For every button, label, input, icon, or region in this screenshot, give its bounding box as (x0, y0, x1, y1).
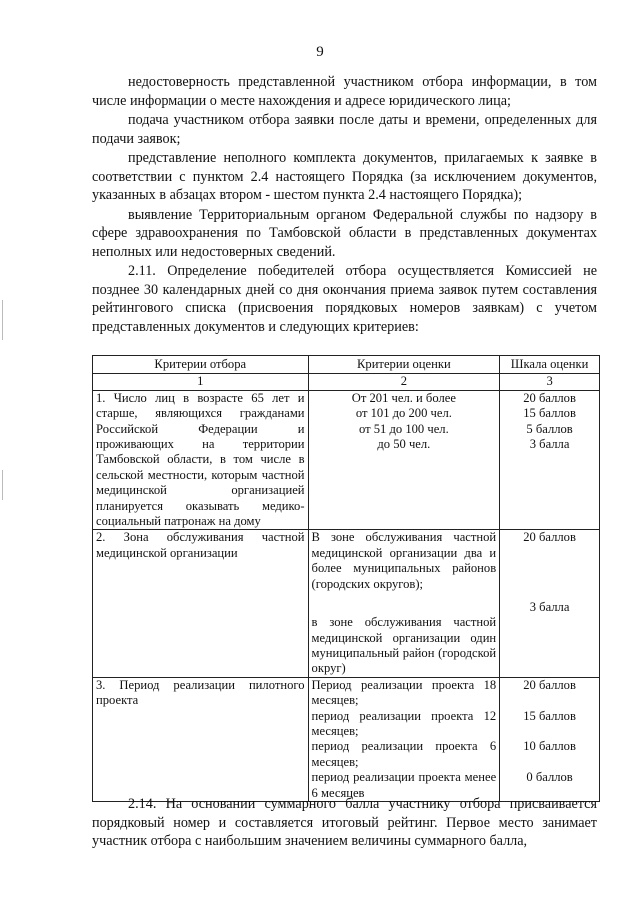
table-row (93, 390, 600, 530)
score-cell (500, 390, 600, 530)
evaluation-line: до 50 чел. (377, 437, 431, 452)
paragraph: недостоверность представленной участником отбора информации, в том числе информации о месте нахождения и адресе юридического лица; (92, 74, 597, 109)
evaluation-line: В зоне обслуживания частной медицинской организации два и более муниципальных районов (городских округов); (311, 530, 497, 591)
paragraph: 2.14. На основании суммарного балла участнику отбора присваивается порядковый номер и составляется итоговый рейтинг. Первое место занимает участник отбора с наибольшим значением величины суммарного балла, (92, 796, 597, 849)
evaluation-line: от 51 до 100 чел. (358, 421, 449, 436)
body-text (92, 73, 597, 336)
paragraph: представление неполного комплекта документов, прилагаемых к заявке в соответствии с пунктом 2.4 настоящего Порядка (за исключением документов, указанных в абзацах втором - шестом пункта 2.4 настоящего Порядка); (92, 150, 597, 203)
evaluation-line: от 101 до 200 чел. (355, 406, 452, 421)
criterion-cell: 3. Период реализации пилотного проекта (93, 677, 309, 801)
score-line: 0 баллов (526, 770, 573, 785)
evaluation-cell (308, 677, 500, 801)
criterion-cell: 2. Зона обслуживания частной медицинской организации (93, 530, 309, 677)
score-line: 3 балла (529, 437, 570, 452)
evaluation-line: Период реализации проекта 18 месяцев; (311, 677, 497, 708)
evaluation-cell (308, 530, 500, 677)
header-scale: Шкала оценки (500, 356, 600, 374)
score-line: 20 баллов (523, 390, 576, 405)
column-number: 3 (500, 374, 600, 390)
score-line: 3 балла (529, 599, 570, 614)
column-number: 1 (93, 374, 309, 390)
evaluation-line: От 201 чел. и более (351, 390, 456, 405)
score-line: 10 баллов (523, 739, 576, 754)
body-text-after-table (92, 795, 597, 851)
score-line: 15 баллов (523, 406, 576, 421)
evaluation-line: период реализации проекта менее 6 месяцев (311, 770, 497, 800)
criterion-cell: 1. Число лиц в возрасте 65 лет и старше, являющихся гражданами Российской Федерации и проживающих на территории Тамбовской области, в том числе в сельской местности, которым частной медицинской организацией планируется оказывать медико-социальный патронаж на дому (93, 390, 309, 530)
paragraph: подача участником отбора заявки после даты и времени, определенных для подачи заявок; (92, 112, 597, 147)
scan-edge-mark (2, 300, 3, 340)
table-header-row (93, 356, 600, 374)
column-number: 2 (308, 374, 500, 390)
header-criteria: Критерии отбора (93, 356, 309, 374)
evaluation-line: период реализации проекта 12 месяцев; (311, 708, 497, 738)
paragraph: выявление Территориальным органом Федеральной службы по надзору в сфере здравоохранения по Тамбовской области в представленных документах неполных или недостоверных сведений. (92, 206, 597, 260)
table-number-row (93, 374, 600, 390)
table-row (93, 677, 600, 801)
page-number: 9 (316, 44, 324, 60)
evaluation-cell (308, 390, 500, 530)
paragraph: 2.11. Определение победителей отбора осуществляется Комиссией не позднее 30 календарных дней со дня окончания приема заявок путем составления рейтингового списка (присвоения порядковых номеров заявкам) с учетом представленных документов и следующих критериев: (92, 263, 597, 335)
score-line: 5 баллов (526, 421, 573, 436)
score-line: 20 баллов (523, 530, 576, 545)
score-cell (500, 530, 600, 677)
scan-edge-mark (2, 470, 3, 500)
score-line: 15 баллов (523, 708, 576, 723)
score-cell (500, 677, 600, 801)
header-evaluation: Критерии оценки (308, 356, 500, 374)
evaluation-line: период реализации проекта 6 месяцев; (311, 739, 497, 769)
score-line: 20 баллов (523, 677, 576, 692)
table-row (93, 530, 600, 677)
criteria-table (92, 355, 600, 802)
evaluation-line: в зоне обслуживания частной медицинской организации один муниципальный район (городской округ) (311, 615, 497, 676)
